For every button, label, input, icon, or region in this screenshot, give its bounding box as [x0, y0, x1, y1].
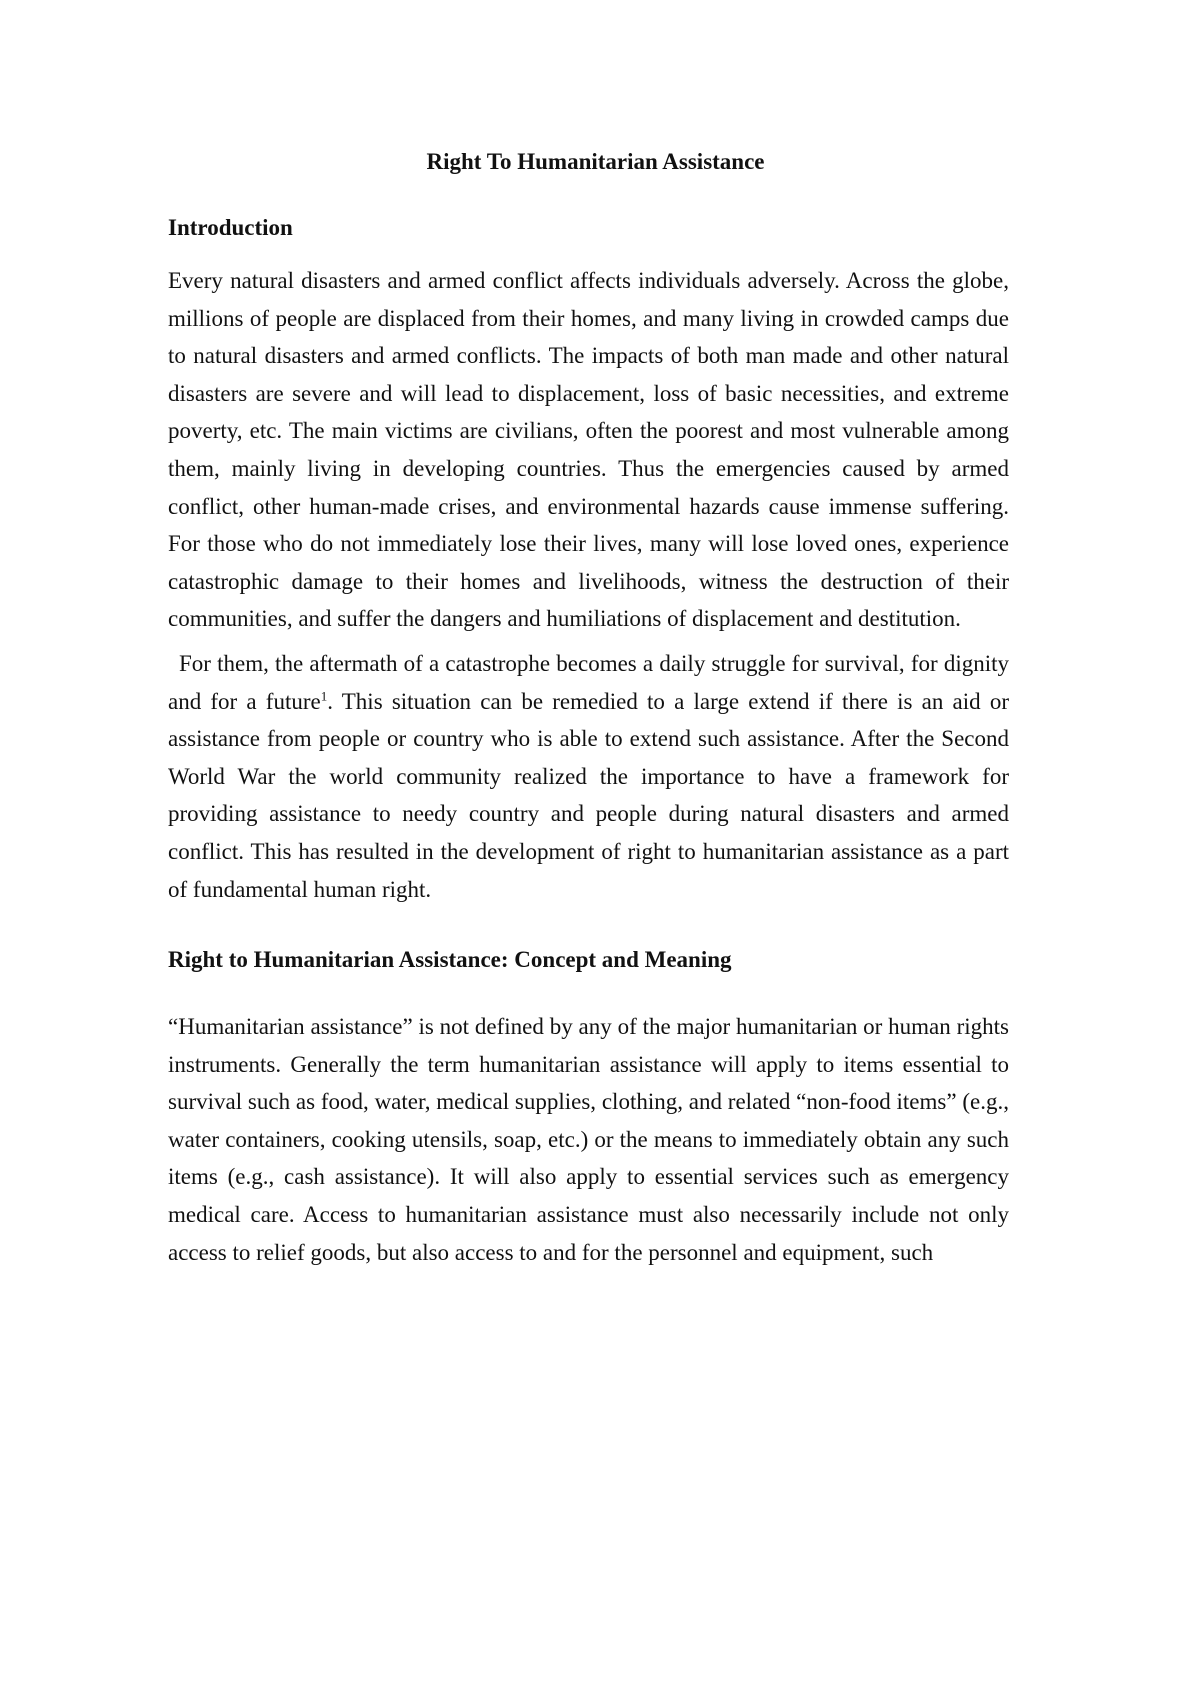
paragraph-intro-2-text-b: . This situation can be remedied to a large extend if there is an aid or assistance from people or country who is able to extend such assistance. After the Second World War the world community realized the importance to have a framework for providing assistance to needy country and people during natural disasters and armed conflict. This has resulted in the development of right to humanitarian assistance as a part of fundamental human right.: [168, 688, 1009, 902]
paragraph-intro-1: Every natural disasters and armed conflict affects individuals adversely. Across the globe, millions of people are displaced from their homes, and many living in crowded camps due to natural disasters and armed conflicts. The impacts of both man made and other natural disasters are severe and will lead to displacement, loss of basic necessities, and extreme poverty, etc. The main victims are civilians, often the poorest and most vulnerable among them, mainly living in developing countries. Thus the emergencies caused by armed conflict, other human-made crises, and environmental hazards cause immense suffering. For those who do not immediately lose their lives, many will lose loved ones, experience catastrophic damage to their homes and livelihoods, witness the destruction of their communities, and suffer the dangers and humiliations of displacement and destitution.: [168, 268, 1009, 632]
footnote-ref-1: 1: [320, 687, 328, 703]
paragraph-intro-2: [168, 645, 1009, 908]
heading-spacer: [168, 994, 1009, 1008]
paragraph-concept-1: “Humanitarian assistance” is not defined by any of the major humanitarian or human rights instruments. Generally the term humanitarian assistance will apply to items essential to survival such as food, water, medical supplies, clothing, and related “non-food items” (e.g., water containers, cooking utensils, soap, etc.) or the means to immediately obtain any such items (e.g., cash assistance). It will also apply to essential services such as emergency medical care. Access to humanitarian assistance must also necessarily include not only access to relief goods, but also access to and for the personnel and equipment, such: [168, 1014, 1009, 1265]
paragraph-intro-2-text-a: For them, the aftermath of a catastrophe becomes a daily struggle for survival, for dignity and for a future: [168, 650, 1009, 714]
document-title: Right To Humanitarian Assistance: [426, 149, 765, 174]
section-spacer: [168, 908, 1009, 946]
section-heading-concept-meaning: Right to Humanitarian Assistance: Concept and Meaning: [168, 947, 732, 973]
section-heading-introduction: Introduction: [168, 215, 293, 240]
